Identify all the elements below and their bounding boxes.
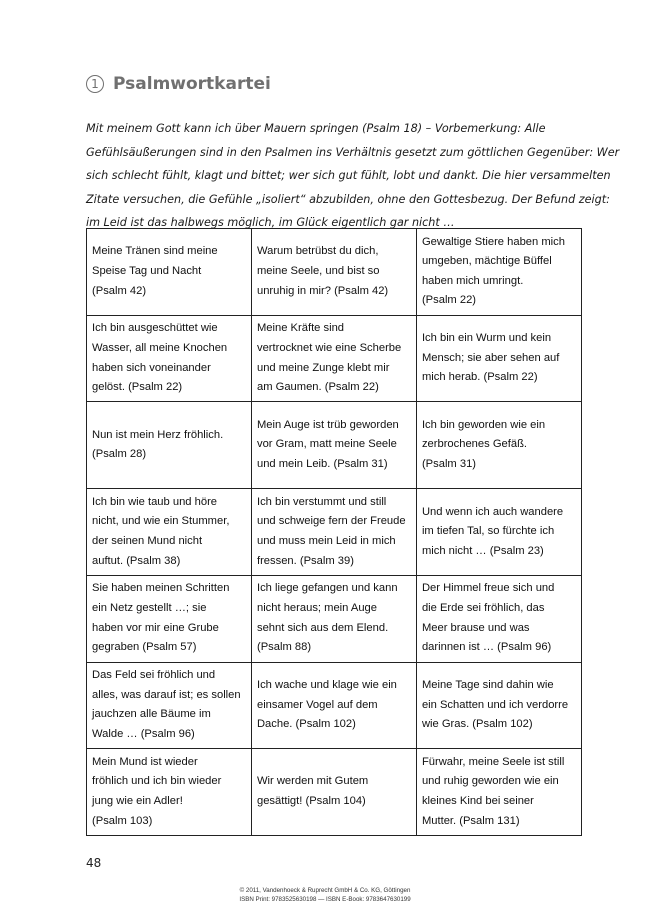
psalm-card-line: unruhig in mir? (Psalm 42) [256, 284, 389, 297]
psalm-card-line: jauchzen alle Bäume im [92, 708, 211, 721]
psalm-card [87, 662, 252, 749]
psalm-card-line: Walde … (Psalm 96) [92, 727, 195, 740]
psalm-card-line: die Erde sei fröhlich, das [421, 602, 545, 615]
psalm-card [251, 489, 416, 576]
psalm-card-line: vertrocknet wie eine Scherbe [256, 341, 402, 354]
psalm-card [87, 402, 252, 489]
psalm-card-line: Und wenn ich auch wandere [421, 505, 564, 518]
psalm-card [251, 229, 416, 316]
intro-line: Zitate versuchen, die Gefühle „isoliert“ abzubilden, ohne den Gottesbezug. Der Befund zeigt: [86, 192, 610, 206]
psalm-card-line: Ich bin wie taub und höre [92, 495, 218, 508]
psalm-card-line: fröhlich und ich bin wieder [92, 775, 222, 788]
intro-line: im Leid ist das halbwegs möglich, im Glück eigentlich gar nicht … [86, 216, 455, 230]
psalm-card-line: Mensch; sie aber sehen auf [421, 351, 560, 364]
psalm-card-line: Fürwahr, meine Seele ist still [421, 755, 565, 768]
intro-paragraph [86, 117, 620, 235]
psalm-card [87, 489, 252, 576]
psalm-card-line: Ich bin verstummt und still [256, 495, 387, 508]
psalm-card-line: Das Feld sei fröhlich und [92, 669, 216, 682]
psalm-card-line: ein Schatten und ich verdorre [421, 698, 569, 711]
psalm-card [416, 662, 581, 749]
psalm-card-line: darinnen ist … (Psalm 96) [421, 641, 552, 654]
psalm-card-line: Sie haben meinen Schritten [92, 582, 230, 595]
psalm-card-table [86, 228, 582, 836]
psalm-card-line: jung wie ein Adler! [92, 795, 183, 808]
psalm-card-line: Der Himmel freue sich und [421, 582, 555, 595]
psalm-card-line: Gewaltige Stiere haben mich [421, 235, 565, 248]
psalm-card-line: haben sich voneinander [92, 361, 211, 374]
psalm-card-line: meine Seele, und bist so [256, 265, 380, 278]
psalm-card-line: Mein Auge ist trüb geworden [256, 418, 399, 431]
psalm-card-line: Speise Tag und Nacht [92, 265, 202, 278]
psalm-card-line: (Psalm 31) [421, 458, 477, 471]
psalm-card-line: mich nicht … (Psalm 23) [421, 544, 544, 557]
psalm-card-line: ein Netz gestellt …; sie [92, 602, 207, 615]
psalm-card-line: einsamer Vogel auf dem [256, 698, 378, 711]
psalm-card-line: Dache. (Psalm 102) [256, 718, 356, 731]
psalm-card-line: und muss mein Leid in mich [256, 534, 396, 547]
psalm-card-line: auftut. (Psalm 38) [92, 554, 181, 567]
psalm-card-line: im tiefen Tal, so fürchte ich [421, 525, 555, 538]
psalm-card-line: wie Gras. (Psalm 102) [421, 718, 533, 731]
psalm-card-line: Meine Tage sind dahin wie [421, 678, 554, 691]
psalm-card-line: Nun ist mein Herz fröhlich. [92, 428, 224, 441]
card-row [87, 229, 582, 316]
psalm-card [416, 575, 581, 662]
psalm-card-line: gegraben (Psalm 57) [92, 641, 197, 654]
psalm-card-line: zerbrochenes Gefäß. [421, 438, 528, 451]
psalm-card-line: kleines Kind bei seiner [421, 795, 534, 808]
psalm-card-line: nicht, und wie ein Stummer, [92, 515, 230, 528]
psalm-card [251, 402, 416, 489]
psalm-card [416, 315, 581, 402]
psalm-card-line: und ruhig geworden wie ein [421, 775, 559, 788]
psalm-card-line: Wir werden mit Gutem [256, 775, 369, 788]
copyright-footer [0, 886, 650, 904]
psalm-card [416, 402, 581, 489]
psalm-card [416, 229, 581, 316]
psalm-card-line: Mutter. (Psalm 131) [421, 814, 520, 827]
intro-line: sich schlecht fühlt, klagt und bittet; wer sich gut fühlt, lobt und dankt. Die hier versammelten [86, 169, 611, 183]
psalm-card-line: und meine Zunge klebt mir [256, 361, 390, 374]
psalm-card [251, 662, 416, 749]
psalm-card [416, 749, 581, 836]
psalm-card-line: (Psalm 88) [256, 641, 312, 654]
psalm-card-line: Meine Kräfte sind [256, 322, 345, 335]
psalm-card-line: haben mich umringt. [421, 274, 524, 287]
psalm-card [251, 575, 416, 662]
psalm-card [87, 315, 252, 402]
page-number: 48 [86, 856, 102, 870]
psalm-card [251, 315, 416, 402]
card-row [87, 489, 582, 576]
psalm-card-line: haben vor mir eine Grube [92, 621, 219, 634]
card-row [87, 315, 582, 402]
page-title-text: Psalmwortkartei [113, 74, 271, 94]
psalm-card-line: (Psalm 22) [421, 294, 477, 307]
card-row [87, 749, 582, 836]
psalm-card [87, 575, 252, 662]
copyright-line: © 2011, Vandenhoeck & Ruprecht GmbH & Co. KG, Göttingen [239, 887, 411, 894]
psalm-card-line: (Psalm 28) [92, 448, 147, 461]
psalm-card-line: gesättigt! (Psalm 104) [256, 795, 366, 808]
intro-line: Mit meinem Gott kann ich über Mauern springen (Psalm 18) – Vorbemerkung: Alle [86, 122, 546, 135]
psalm-card-line: Ich bin ein Wurm und kein [421, 332, 552, 345]
psalm-card-line: Ich bin geworden wie ein [421, 418, 546, 431]
psalm-card-line: (Psalm 103) [92, 814, 153, 827]
psalm-card-line: sehnt sich aus dem Elend. [256, 621, 389, 634]
page-title [86, 71, 486, 97]
psalm-card-line: und schweige fern der Freude [256, 515, 406, 528]
psalm-card-line: Wasser, all meine Knochen [92, 341, 228, 354]
psalm-card [251, 749, 416, 836]
psalm-card-line: umgeben, mächtige Büffel [421, 255, 552, 268]
psalm-card-line: fressen. (Psalm 39) [256, 554, 354, 567]
card-row [87, 575, 582, 662]
psalm-card-line: Ich bin ausgeschüttet wie [92, 322, 218, 335]
psalm-card-line: alles, was darauf ist; es sollen [92, 688, 241, 701]
psalm-card-line: Meine Tränen sind meine [92, 245, 218, 258]
psalm-card-line: Ich liege gefangen und kann [256, 582, 398, 595]
card-row [87, 662, 582, 749]
psalm-card [87, 229, 252, 316]
circled-number: 1 [86, 75, 104, 93]
psalm-card-line: und mein Leib. (Psalm 31) [256, 458, 388, 471]
psalm-card-line: der seinen Mund nicht [92, 534, 203, 547]
isbn-line: ISBN Print: 9783525630198 — ISBN E-Book: 9783647630199 [239, 896, 411, 903]
psalm-card-line: (Psalm 42) [92, 284, 147, 297]
psalm-card [416, 489, 581, 576]
psalm-card-line: vor Gram, matt meine Seele [256, 438, 397, 451]
card-row [87, 402, 582, 489]
psalm-card-line: gelöst. (Psalm 22) [92, 381, 183, 394]
psalm-card-line: nicht heraus; mein Auge [256, 602, 377, 615]
psalm-card-line: am Gaumen. (Psalm 22) [256, 381, 379, 394]
psalm-card-line: Ich wache und klage wie ein [256, 678, 397, 691]
psalm-card-line: Mein Mund ist wieder [92, 755, 198, 768]
intro-line: Gefühlsäußerungen sind in den Psalmen ins Verhältnis gesetzt zum göttlichen Gegenüber: Wer [86, 145, 620, 159]
psalm-card-line: Warum betrübst du dich, [256, 245, 379, 258]
psalm-card-line: Meer brause und was [421, 621, 530, 634]
psalm-card-line: mich herab. (Psalm 22) [421, 371, 538, 384]
psalm-card [87, 749, 252, 836]
